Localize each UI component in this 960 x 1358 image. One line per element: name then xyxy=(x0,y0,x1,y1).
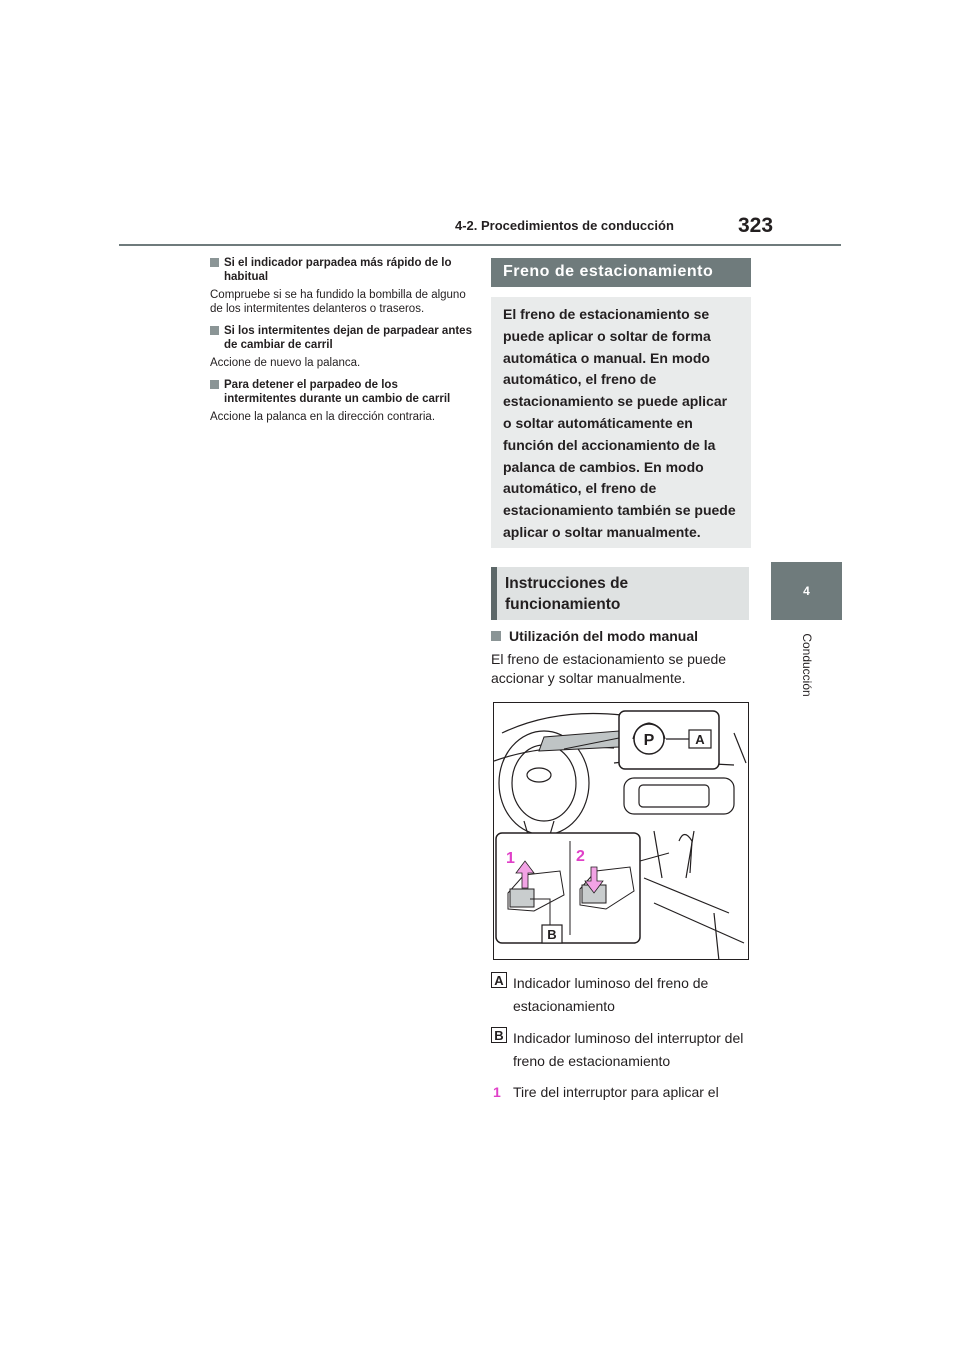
chapter-label xyxy=(800,620,814,710)
step-number: 1 xyxy=(493,1084,501,1100)
parking-indicator-symbol: P xyxy=(643,732,655,749)
intro-box: El freno de estacionamiento se puede aplicar o soltar de forma automática o manual. En modo automático, el freno de estacionamiento se puede aplicar o soltar automáticamente en función del accionamiento de la palanca de cambios. En modo automático, el freno de estacionamiento también se puede aplicar o soltar manualmente. xyxy=(491,297,751,548)
square-bullet-icon xyxy=(491,631,501,641)
square-bullet-icon xyxy=(210,380,219,389)
page-number: 323 xyxy=(738,214,774,237)
legend-item-b xyxy=(491,1027,753,1073)
square-bullet-icon xyxy=(210,326,219,335)
callout-a: A xyxy=(695,732,705,747)
manual-heading: Utilización del modo manual xyxy=(491,628,698,644)
note-body: Accione la palanca en la dirección contraria. xyxy=(210,411,436,423)
note-body: Accione de nuevo la palanca. xyxy=(210,357,361,369)
chapter-tab[interactable]: 4 xyxy=(771,562,842,620)
step-2-label: 2 xyxy=(576,848,585,865)
chapter-label-text: Conducción xyxy=(800,633,814,697)
header-rule xyxy=(119,244,841,246)
step-1-label: 1 xyxy=(506,850,515,867)
accent-bar xyxy=(491,567,497,620)
note-heading: Si los intermitentes dejan de parpadear antes de cambiar de carril xyxy=(210,324,472,352)
square-bullet-icon xyxy=(210,258,219,267)
manual-body: El freno de estacionamiento se puede accionar y soltar manualmente. xyxy=(491,651,727,686)
subsection-title: Instrucciones de funcionamiento xyxy=(491,567,749,620)
callout-b: B xyxy=(547,927,557,942)
dashboard-illustration xyxy=(494,703,749,960)
header-section: 4-2. Procedimientos de conducción xyxy=(455,218,674,233)
note-heading: Si el indicador parpadea más rápido de lo habitual xyxy=(210,256,472,284)
parking-brake-figure xyxy=(493,702,749,960)
left-column xyxy=(210,256,472,432)
legend-text-a: Indicador luminoso del freno de estacionamiento xyxy=(513,975,709,1014)
note-heading: Para detener el parpadeo de los intermitentes durante un cambio de carril xyxy=(210,378,472,406)
legend-key-a: A xyxy=(491,972,507,988)
step-item xyxy=(491,1081,753,1104)
legend-item-a xyxy=(491,972,753,1018)
legend-key-b: B xyxy=(491,1027,507,1043)
note-body: Compruebe si se ha fundido la bombilla de alguno de los intermitentes delanteros o traseros. xyxy=(210,289,466,315)
step-text: Tire del interruptor para aplicar el xyxy=(513,1084,719,1100)
section-title: Freno de estacionamiento xyxy=(491,258,751,287)
legend-text-b: Indicador luminoso del interruptor del freno de estacionamiento xyxy=(513,1030,744,1069)
